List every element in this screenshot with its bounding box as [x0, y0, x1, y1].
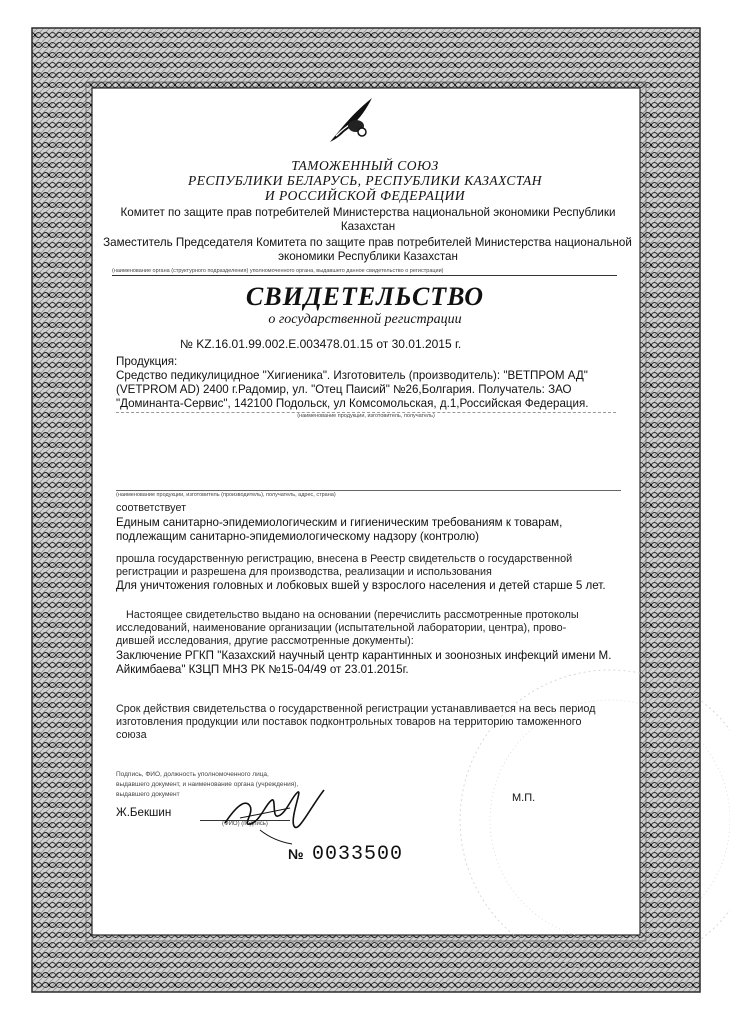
product-fine-print: (наименование продукции, изготовитель, получатель) [116, 412, 616, 419]
customs-union-emblem-icon [322, 92, 378, 148]
product-line-2: (VETPROM AD) 2400 г.Радомир, ул. "Отец Паисий" №26,Болгария. Получатель: ЗАО [116, 383, 572, 396]
validity-line-2: изготовления продукции или поставок подконтрольных товаров на территорию таможенного [116, 716, 582, 728]
basis-line-5: Айкимбаева" КЗЦП МНЗ РК №15-04/49 от 23.01.2015г. [116, 663, 409, 676]
certificate-subtitle: о государственной регистрации [268, 312, 462, 327]
signatory-name: Ж.Бекшин [116, 806, 172, 819]
compliance-line-2: подлежащим санитарно-эпидемиологическому надзору (контролю) [116, 530, 480, 543]
union-line-1: ТАМОЖЕННЫЙ СОЮЗ [291, 158, 439, 173]
union-line-2: РЕСПУБЛИКИ БЕЛАРУСЬ, РЕСПУБЛИКИ КАЗАХСТАН [187, 173, 543, 188]
registration-info-line-3: Для уничтожения головных и лобковых вшей у взрослого населения и детей старше 5 лет. [116, 579, 606, 592]
serial-number: 0033500 [312, 843, 404, 866]
committee-line-2: Казахстан [340, 220, 396, 233]
validity-line-1: Срок действия свидетельства о государственной регистрации устанавливается на весь период [116, 703, 596, 715]
product-line-1: Средство педикулицидное "Хигиеника". Изготовитель (производитель): "ВЕТПРОМ АД" [116, 369, 588, 382]
committee-line-1: Комитет по защите прав потребителей Министерства национальной экономики Республики [120, 206, 616, 219]
validity-line-3: союза [116, 729, 147, 741]
signature-label-line-3: выдавшего документ [116, 791, 180, 798]
certificate-title: СВИДЕТЕЛЬСТВО [245, 282, 485, 311]
product-label: Продукция: [116, 355, 178, 368]
registration-info-line-1: прошла государственную регистрацию, внесена в Реестр свидетельств о государственной [116, 553, 573, 565]
basis-line-2: исследований, наименование организации (испытательной лаборатории, центра), прово- [116, 622, 567, 634]
union-line-3: И РОССИЙСКОЙ ФЕДЕРАЦИИ [264, 188, 466, 203]
compliance-line-1: Единым санитарно-эпидемиологическим и гигиеническим требованиям к товарам, [116, 516, 563, 529]
signature-label-line-2: выдавшего документ, и наименование органа (учреждения), [116, 781, 299, 788]
issuer-fine-print: (наименование органа (структурного подразделения) уполномоченного органа, выдавшего данное свидетельство о регистрации) [112, 268, 617, 276]
handwritten-signature [220, 778, 330, 848]
signature-caption: (ФИО) (подпись) [200, 820, 290, 827]
deputy-line-1: Заместитель Председателя Комитета по защите прав потребителей Министерства национальной [103, 236, 632, 249]
compliance-label: соответствует [116, 502, 187, 514]
compliance-fine-print: (наименование продукции, изготовитель (производитель), получатель, адрес, страна) [116, 490, 621, 498]
deputy-line-2: экономики Республики Казахстан [278, 250, 458, 263]
stamp-place-label: М.П. [512, 792, 536, 804]
basis-line-3: дившей исследования, другие рассмотренные документы): [116, 635, 414, 647]
basis-line-1: Настоящее свидетельство выдано на основании (перечислить рассмотренные протоколы [126, 609, 579, 621]
serial-label: № [288, 846, 304, 862]
registration-number: № KZ.16.01.99.002.E.003478.01.15 от 30.01.2015 г. [180, 337, 462, 351]
basis-line-4: Заключение РГКП "Казахский научный центр карантинных и зоонозных инфекций имени М. [116, 649, 612, 662]
product-line-3: "Доминанта-Сервис", 142100 Подольск, ул Комсомольская, д.1,Российская Федерация. [116, 397, 589, 410]
signature-label-line-1: Подпись, ФИО, должность уполномоченного лица, [116, 771, 269, 778]
registration-info-line-2: регистрации и разрешена для производства, реализации и использования [116, 566, 492, 578]
